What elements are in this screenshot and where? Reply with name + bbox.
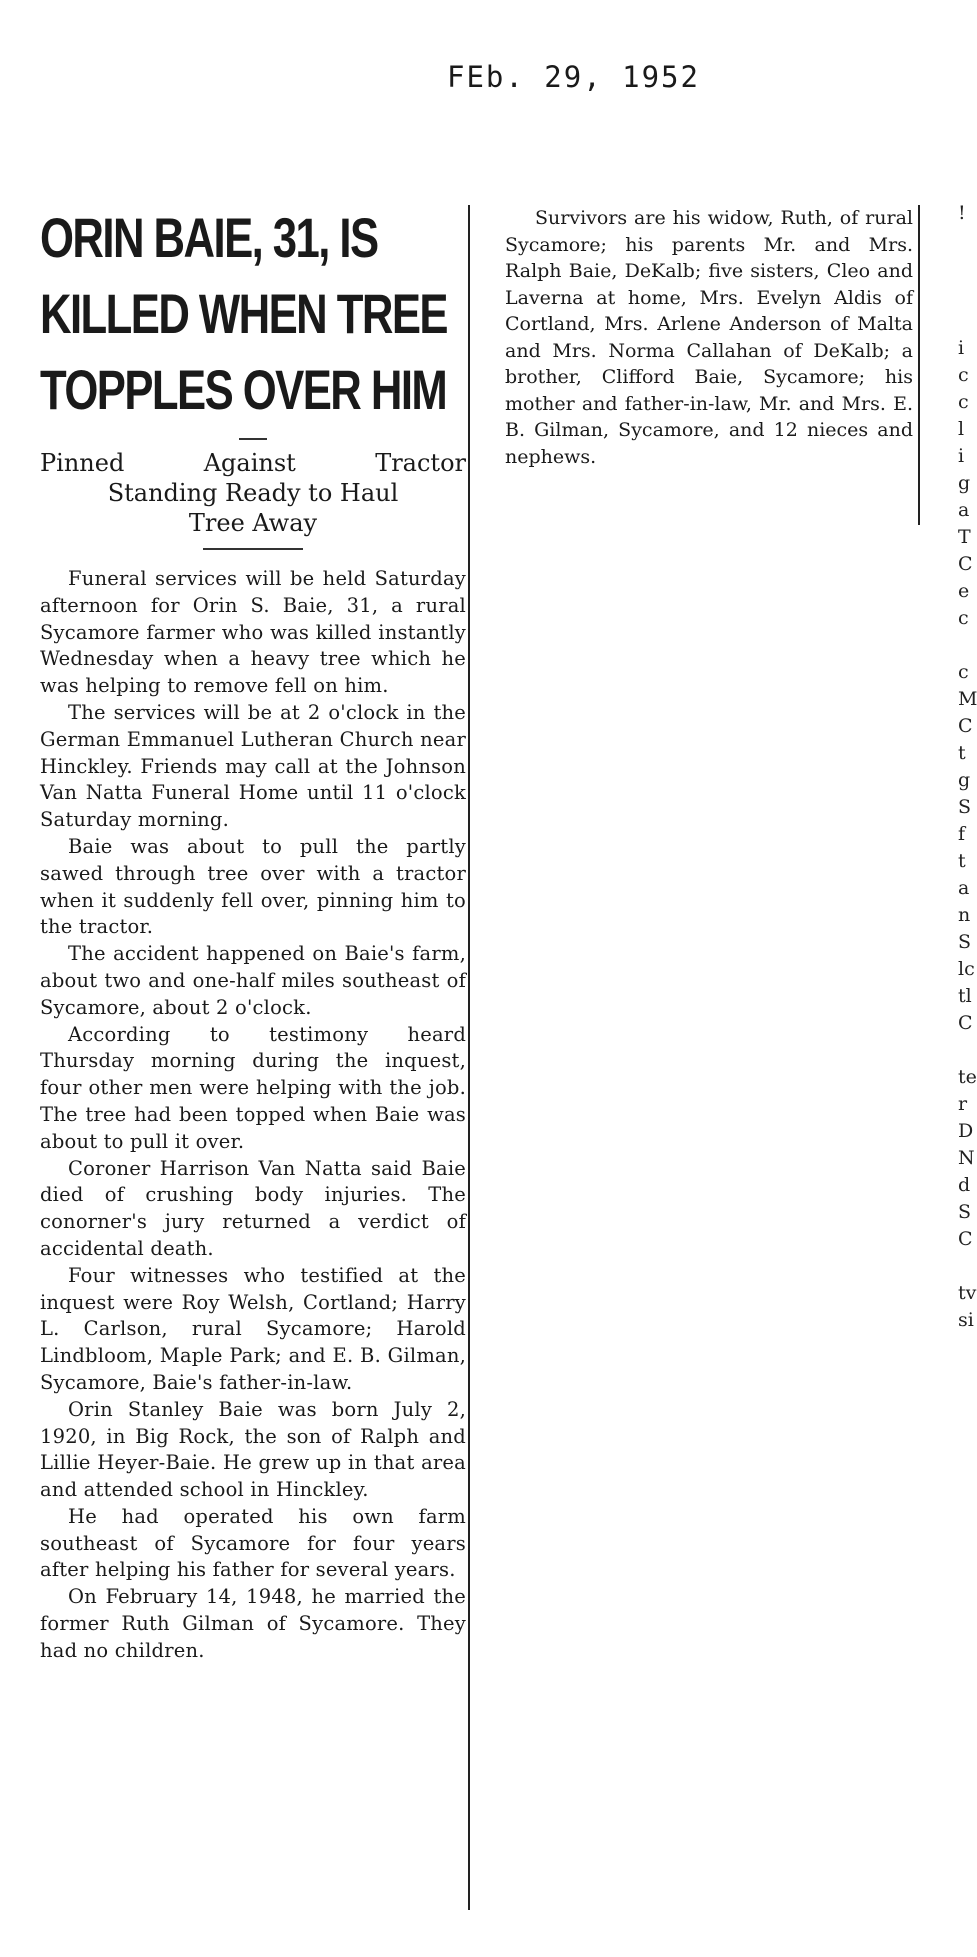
edge-fragment: S [958, 1201, 972, 1223]
edge-fragment: C [958, 715, 973, 737]
paragraph: Four witnesses who testified at the inquest were Roy Welsh, Cortland; Harry L. Carlson, rural Sycamore; Harold Lindbloom, Maple Park; and E. B. Gilman, Sycamore, Baie's father-in-law. [40, 1263, 466, 1394]
edge-fragment: a [958, 499, 970, 521]
edge-fragment: C [958, 1228, 973, 1250]
edge-fragment: tv [958, 1282, 977, 1304]
edge-fragment [958, 227, 977, 254]
edge-fragment: f [958, 823, 966, 845]
headline-line: ORIN BAIE, 31, IS [40, 206, 378, 269]
edge-fragment: t [958, 850, 966, 872]
edge-fragment: S [958, 796, 972, 818]
edge-fragment: tl [958, 985, 972, 1007]
paragraph: The services will be at 2 o'clock in the German Emmanuel Lutheran Church near Hinckley. Friends may call at the Johnson Van Natta Funeral Home until 11 o'clock Saturday morning. [40, 700, 466, 832]
edge-fragment [958, 308, 977, 335]
subhead-divider [203, 548, 303, 550]
edge-fragment: si [958, 1309, 974, 1331]
article-body [40, 566, 466, 1665]
edge-fragment: te [958, 1066, 977, 1088]
edge-fragment: l [958, 418, 965, 440]
edge-fragment: d [958, 1174, 971, 1196]
edge-fragment [958, 1253, 977, 1280]
edge-fragment: D [958, 1120, 974, 1142]
edge-fragment: n [958, 904, 971, 926]
paragraph: He had operated his own farm southeast of Sycamore for four years after helping his father for several years. [40, 1504, 466, 1582]
edge-fragment: c [958, 391, 969, 413]
edge-fragment: lc [958, 958, 975, 980]
headline [40, 200, 466, 428]
edge-fragment: i [958, 445, 965, 467]
edge-fragment: M [958, 688, 977, 710]
headline-divider [239, 438, 267, 440]
paragraph: The accident happened on Baie's farm, about two and one-half miles southeast of Sycamore, about 2 o'clock. [40, 942, 466, 1019]
edge-fragment [958, 1037, 977, 1064]
subhead-line: Pinned Against Tractor [40, 449, 466, 477]
headline-line: TOPPLES OVER HIM [40, 358, 447, 421]
adjacent-column-fragment [958, 200, 977, 1334]
edge-fragment: N [958, 1147, 975, 1169]
edge-fragment: g [958, 472, 971, 494]
edge-fragment: c [958, 364, 969, 386]
headline-line: KILLED WHEN TREE [40, 282, 447, 345]
subheadline [40, 448, 466, 538]
clipping-date: FEb. 29, 1952 [447, 60, 700, 94]
edge-fragment: c [958, 607, 969, 629]
edge-fragment: i [958, 337, 965, 359]
paragraph: Orin Stanley Baie was born July 2, 1920, in Big Rock, the son of Ralph and Lillie Heyer-Baie. He grew up in that area and attended school in Hinckley. [40, 1397, 466, 1502]
edge-fragment: C [958, 1012, 973, 1034]
edge-fragment: t [958, 742, 966, 764]
edge-fragment: r [958, 1093, 968, 1115]
article-column-1 [40, 200, 466, 1665]
edge-fragment: C [958, 553, 973, 575]
paragraph: According to testimony heard Thursday morning during the inquest, four other men were helping with the job. The tree had been topped when Baie was about to pull it over. [40, 1022, 466, 1153]
edge-fragment [958, 254, 977, 281]
edge-fragment: ! [958, 202, 966, 224]
paragraph: Baie was about to pull the partly sawed through tree over with a tractor when it suddenly fell over, pinning him to the tractor. [40, 834, 466, 939]
edge-fragment: g [958, 769, 971, 791]
article-column-2 [505, 205, 913, 470]
edge-fragment: S [958, 931, 972, 953]
subhead-line: Standing Ready to Haul [107, 479, 399, 507]
subhead-line: Tree Away [188, 509, 318, 537]
column-rule-right [918, 205, 920, 525]
edge-fragment: c [958, 661, 969, 683]
paragraph: On February 14, 1948, he married the former Ruth Gilman of Sycamore. They had no children. [40, 1585, 466, 1662]
column-rule-left [468, 205, 470, 1910]
edge-fragment [958, 281, 977, 308]
paragraph: Coroner Harrison Van Natta said Baie died of crushing body injuries. The conorner's jury returned a verdict of accidental death. [40, 1156, 466, 1260]
edge-fragment: a [958, 877, 970, 899]
survivors-paragraph: Survivors are his widow, Ruth, of rural Sycamore; his parents Mr. and Mrs. Ralph Baie, DeKalb; five sisters, Cleo and Laverna at home, Mrs. Evelyn Aldis of Cortland, Mrs. Arlene Anderson of Malta and Mrs. Norma Callahan of DeKalb; a brother, Clifford Baie, Sycamore; his mother and father-in-law, Mr. and Mrs. E. B. Gilman, Sycamore, and 12 nieces and nephews. [505, 207, 913, 468]
edge-fragment: T [958, 526, 971, 548]
paragraph: Funeral services will be held Saturday afternoon for Orin S. Baie, 31, a rural Sycamore farmer who was killed instantly Wednesday when a heavy tree which he was helping to remove fell on him. [40, 567, 466, 698]
edge-fragment [958, 632, 977, 659]
edge-fragment: e [958, 580, 970, 602]
